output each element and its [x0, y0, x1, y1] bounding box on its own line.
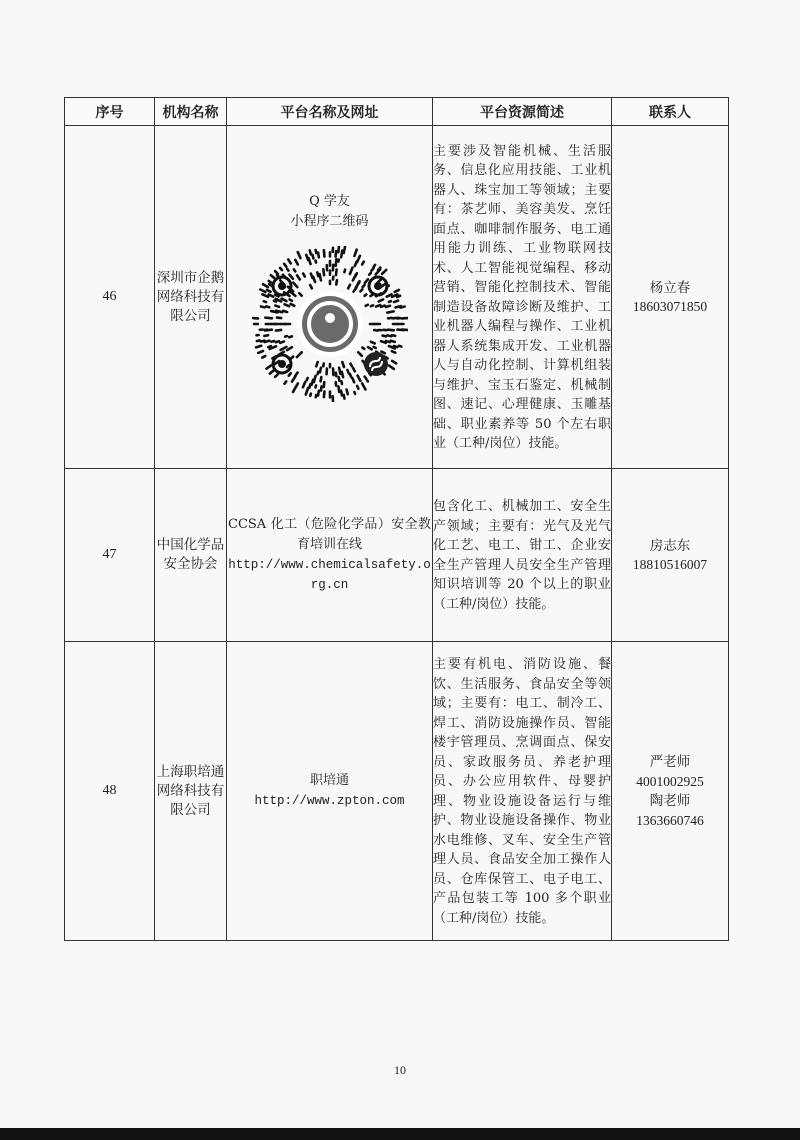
- platform-subtitle: 小程序二维码: [290, 214, 369, 229]
- contact-phone: 18810516007: [632, 557, 708, 572]
- contact-name: 严老师: [649, 754, 691, 769]
- table-row: [65, 469, 729, 642]
- contact-name-secondary: 陶老师: [649, 793, 691, 808]
- row-number: 46: [65, 126, 155, 469]
- resource-table: [64, 97, 729, 941]
- platform-url-link[interactable]: http://www.chemicalsafety.org.cn: [228, 558, 431, 592]
- platform-description: [433, 126, 612, 469]
- platform-name: 职培通: [309, 773, 349, 788]
- platform-description: [433, 469, 612, 642]
- contact-cell: [612, 642, 729, 941]
- contact-phone-secondary: 1363660746: [636, 812, 704, 828]
- contact-cell: [612, 469, 729, 642]
- description-text: 主要涉及智能机械、生活服务、信息化应用技能、工业机器人、珠宝加工等领域；主要有：茶艺师、美容美发、烹饪面点、咖啡制作服务、电工通用能力训练、工业物联网技术、人工智能视觉编程、移动营销、智能化控制技术、智能制造设备故障诊断及维护、工业机器人编程与操作、工业机器人系统集成开发、工业机器人与自动化控制、计算机组装与维护、宝玉石鉴定、机械制图、速记、心理健康、玉雕基础、职业素养等 50 个左右职业（工种/岗位）技能。: [433, 143, 611, 451]
- miniprogram-qr-code-icon[interactable]: [252, 246, 408, 402]
- org-name: 深圳市企鹅网络科技有限公司: [155, 126, 227, 469]
- header-desc: 平台资源简述: [433, 98, 612, 126]
- platform-url-link[interactable]: http://www.zpton.com: [254, 794, 405, 808]
- description-text: 主要有机电、消防设施、餐饮、生活服务、食品安全等领域；主要有：电工、制冷工、焊工、消防设施操作员、智能楼宇管理员、烹调面点、保安员、家政服务员、养老护理员、办公应用软件、母婴护理、物业设施设备运行与维护、物业设施设备操作、物业水电维修、叉车、安全生产管理人员、食品安全加工操作人员、仓库保管工、电子电工、产品包装工等 100 多个职业（工种/岗位）技能。: [433, 657, 611, 926]
- contact-name: 杨立春: [649, 279, 691, 295]
- platform-description: [433, 642, 612, 941]
- header-contact: 联系人: [612, 98, 729, 126]
- description-text: 包含化工、机械加工、安全生产领域；主要有：光气及光气化工艺、电工、钳工、企业安全生产管理人员安全生产管理知识培训等 20 个以上的职业（工种/岗位）技能。: [433, 499, 611, 612]
- contact-phone: 4001002925: [636, 773, 704, 789]
- contact-cell: [612, 126, 729, 469]
- contact-phone: 18603071850: [632, 299, 708, 314]
- page-number: 10: [394, 1063, 406, 1077]
- table-row: [65, 126, 729, 469]
- contact-name: 房志东: [649, 537, 691, 553]
- platform-cell: [227, 642, 433, 941]
- org-name: 上海职培通网络科技有限公司: [155, 642, 227, 941]
- platform-cell: [227, 469, 433, 642]
- platform-name: Q 学友: [309, 194, 350, 209]
- header-org: 机构名称: [155, 98, 227, 126]
- row-number: 48: [65, 642, 155, 941]
- table-row: [65, 642, 729, 941]
- header-platform: 平台名称及网址: [227, 98, 433, 126]
- platform-name: CCSA 化工（危险化学品）安全教育培训在线: [228, 517, 431, 552]
- table-header-row: [65, 98, 729, 126]
- platform-cell: [227, 126, 433, 469]
- header-num: 序号: [65, 98, 155, 126]
- row-number: 47: [65, 469, 155, 642]
- org-name: 中国化学品安全协会: [155, 469, 227, 642]
- scan-edge: [0, 1128, 800, 1140]
